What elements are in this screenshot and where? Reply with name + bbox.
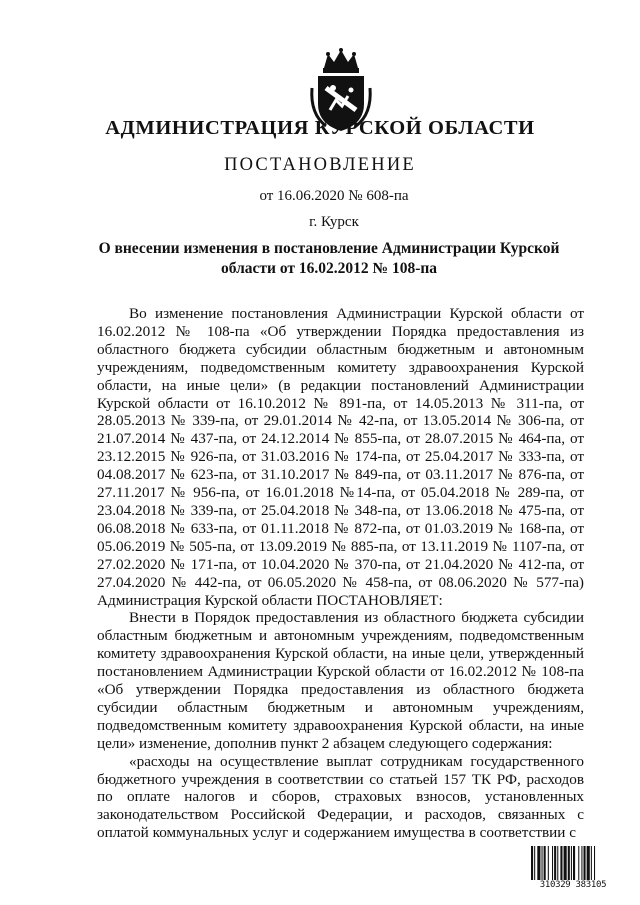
barcode-number: 310329 383105 xyxy=(539,880,607,890)
body-paragraph: Внести в Порядок предоставления из областного бюджета субсидии областным бюджетным и автономным учреждениям, подведомственным комитету здравоохранения Курской области, на иные цели, утвержденный постановлением Администрации Курской области от 16.02.2012 № 108-па «Об утверждении Порядка предоставления из областного бюджета субсидии областным бюджетным и автономным учреждениям, подведомственным комитету здравоохранения Курской области, на иные цели» изменение, дополнив пункт 2 абзацем следующего содержания: xyxy=(97,609,584,752)
barcode xyxy=(531,846,615,892)
document-city: г. Курск xyxy=(309,214,359,230)
body-paragraph: «расходы на осуществление выплат сотрудникам государственного бюджетного учреждения в соответствии со статьей 157 ТК РФ, расходов по оплате налогов и сборов, страховых взносов, установленных законодательством Российской Федерации, и расходов, связанных с оплатой коммунальных услуг и содержанием имущества в соответствии с xyxy=(97,752,584,842)
barcode-bars-icon xyxy=(531,846,615,880)
organization-name: АДМИНИСТРАЦИЯ КУРСКОЙ ОБЛАСТИ xyxy=(105,117,535,139)
body-paragraph: Во изменение постановления Администрации Курской области от 16.02.2012 № 108-па «Об утверждении Порядка предоставления из областного бюджета субсидии областным бюджетным и автономным учреждениям, подведомственным комитету здравоохранения Курской области, на иные цели» (в редакции постановлений Администрации Курской области от 16.10.2012 № 891-па, от 14.05.2013 № 311-па, от 28.05.2013 № 339-па, от 29.01.2014 № 42-па, от 13.05.2014 № 306-па, от 21.07.2014 № 437-па, от 24.12.2014 № 855-па, от 28.07.2015 № 464-па, от 23.12.2015 № 926-па, от 31.03.2016 № 174-па, от 25.04.2017 № 333-па, от 04.08.2017 № 623-па, от 31.10.2017 № 849-па, от 03.11.2017 № 876-па, от 27.11.2017 № 956-па, от 16.01.2018 №14-па, от 05.04.2018 № 289-па, от 23.04.2018 № 339-па, от 25.04.2018 № 348-па, от 13.06.2018 № 475-па, от 06.08.2018 № 633-па, от 01.11.2018 № 872-па, от 01.03.2019 № 168-па, от 05.06.2019 № 505-па, от 13.09.2019 № 885-па, от 13.11.2019 № 1107-па, от 27.02.2020 № 171-па, от 10.04.2020 № 370-па, от 21.04.2020 № 412-па, от 27.04.2020 № 442-па, от 06.05.2020 № 458-па, от 08.06.2020 № 577-па) Администрация Курской области ПОСТАНОВЛЯЕТ: xyxy=(97,305,584,609)
document-subject: О внесении изменения в постановление Администрации Курской области от 16.02.2012 № 108-па xyxy=(98,240,560,277)
document-type: ПОСТАНОВЛЕНИЕ xyxy=(224,155,416,175)
document-date-number: от 16.06.2020 № 608-па xyxy=(259,188,409,204)
document-body xyxy=(97,305,584,842)
